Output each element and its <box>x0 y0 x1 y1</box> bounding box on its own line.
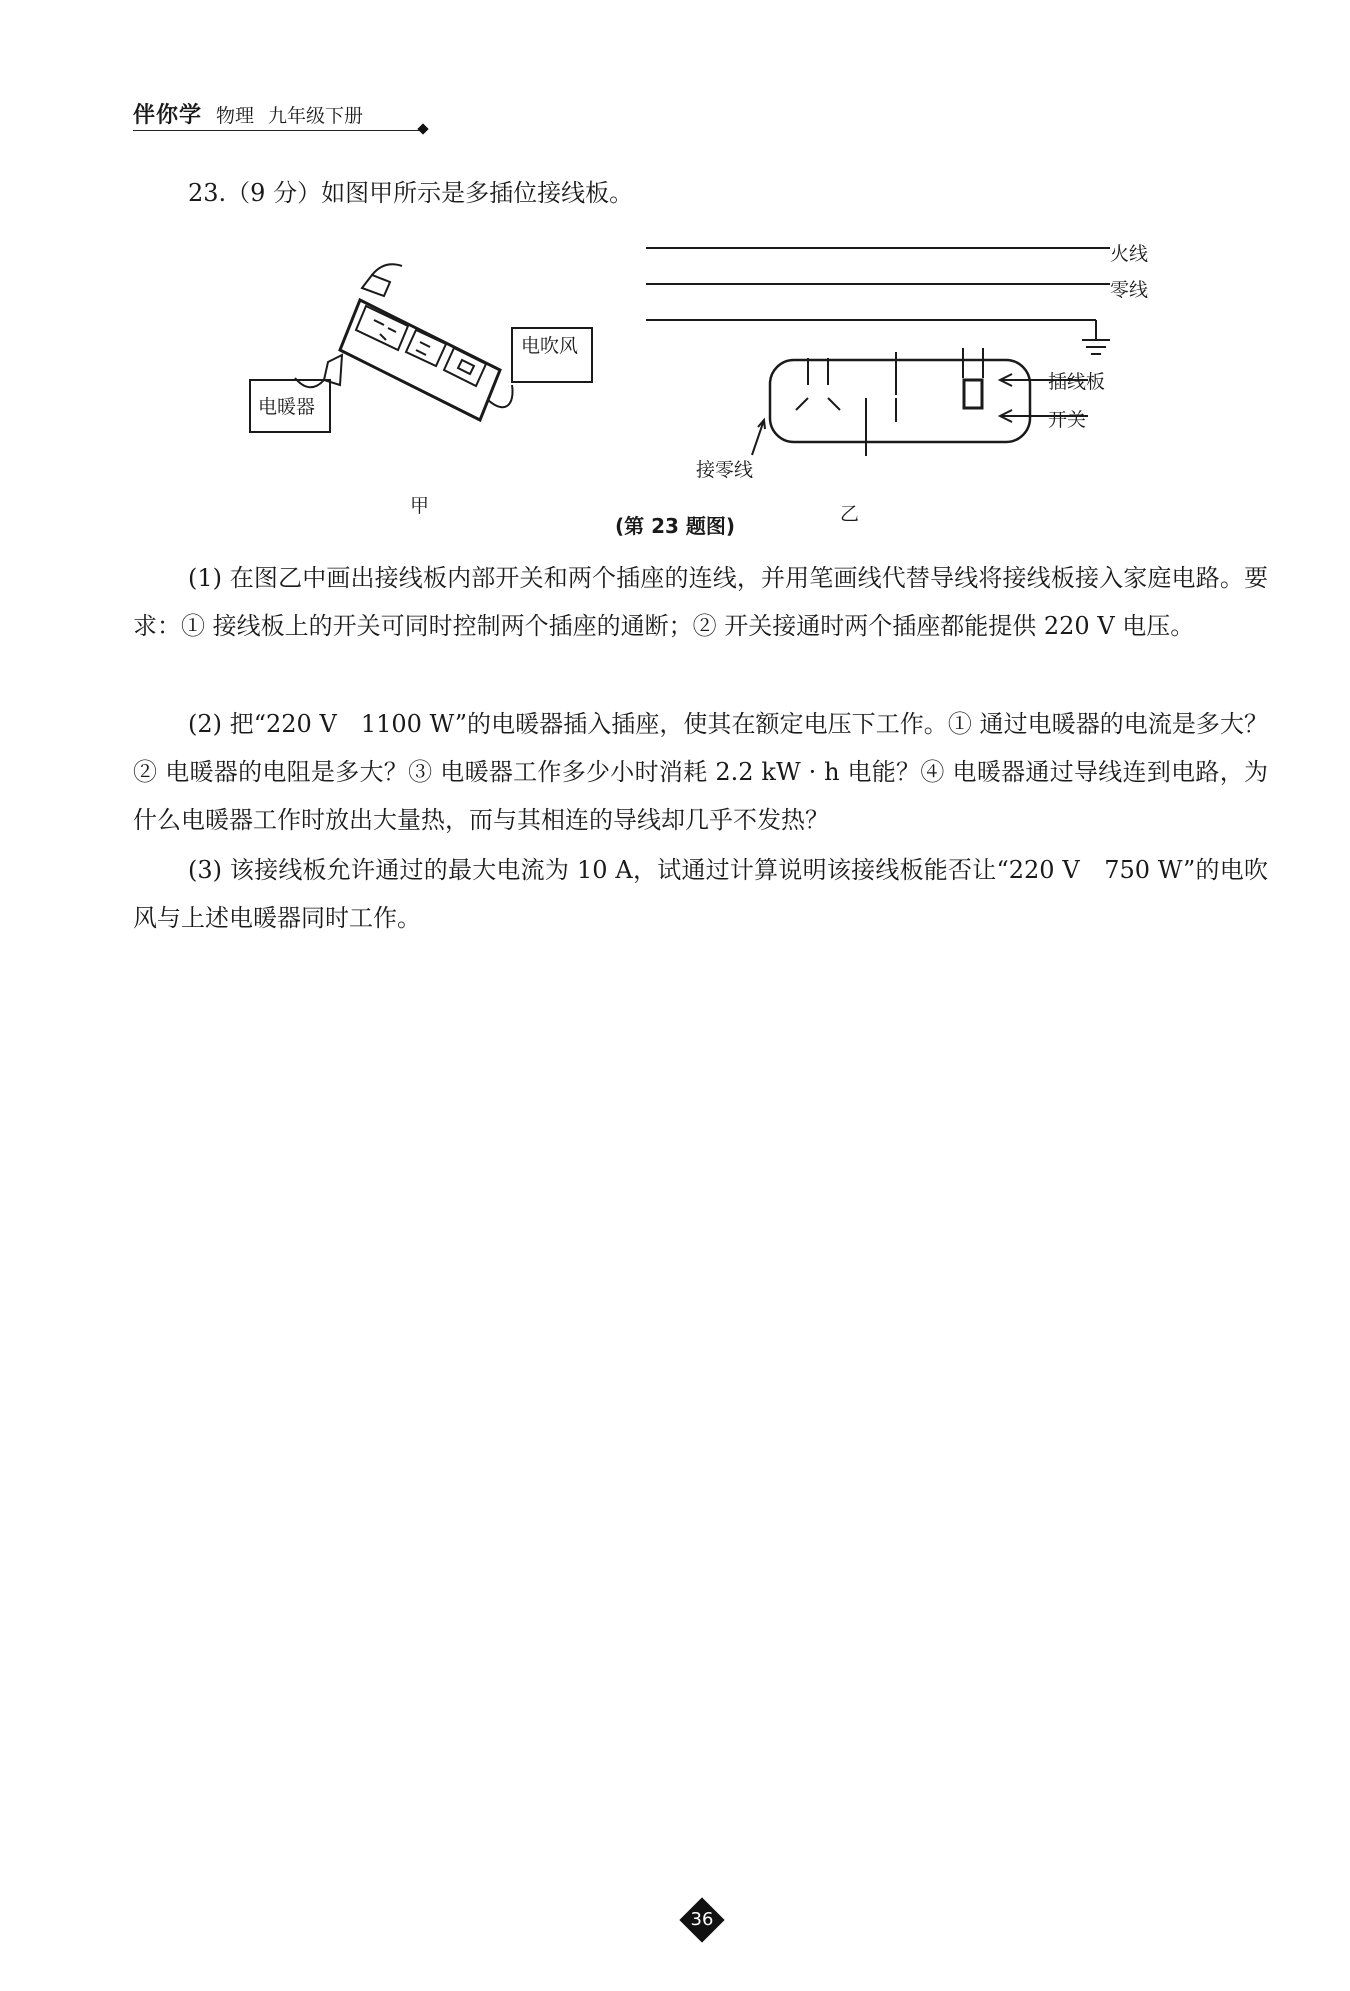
running-header <box>133 98 433 130</box>
question-part-1: (1) 在图乙中画出接线板内部开关和两个插座的连线，并用笔画线代替导线将接线板接入家庭电路。要求：① 接线板上的开关可同时控制两个插座的通断；② 开关接通时两个插座都能提供 220 V 电压。 <box>133 564 1268 640</box>
figure-yi-label: 乙 <box>840 503 860 525</box>
strip-label: 插线板 <box>1048 371 1106 393</box>
question-figure <box>230 230 1160 540</box>
ground-icon <box>1082 320 1110 354</box>
dryer-label: 电吹风 <box>521 335 579 357</box>
live-wire-label: 火线 <box>1110 243 1149 265</box>
book-grade: 九年级下册 <box>268 105 364 127</box>
heater-label: 电暖器 <box>258 396 316 418</box>
socket-1-slant <box>796 398 840 410</box>
figure-jia-label: 甲 <box>410 495 430 517</box>
socket-2-lower <box>866 398 896 456</box>
question-part-3: (3) 该接线板允许通过的最大电流为 10 A，试通过计算说明该接线板能否让“220 V 750 W”的电吹风与上述电暖器同时工作。 <box>133 856 1268 932</box>
book-subject: 物理 <box>216 105 255 127</box>
figure-caption: (第 23 题图) <box>614 514 736 538</box>
header-rule <box>133 130 423 131</box>
neutral-wire-label: 零线 <box>1110 279 1149 301</box>
page-number-badge <box>680 1898 724 1942</box>
switch-label: 开关 <box>1048 409 1087 431</box>
switch-pins <box>963 348 983 378</box>
book-brand: 伴你学 <box>133 103 203 128</box>
page-number: 36 <box>690 1909 714 1930</box>
power-strip-drawing <box>295 264 513 420</box>
socket-1-pins <box>808 358 828 385</box>
question-title: 23.（9 分）如图甲所示是多插位接线板。 <box>188 179 634 207</box>
header-diamond-icon <box>417 123 428 134</box>
switch-box <box>964 380 982 408</box>
question-part-2: (2) 把“220 V 1100 W”的电暖器插入插座，使其在额定电压下工作。① 通过电暖器的电流是多大？② 电暖器的电阻是多大？③ 电暖器工作多少小时消耗 2.2 kW · h 电能？④ 电暖器通过导线连到电路，为什么电暖器工作时放出大量热，而与其相连的导线却几乎不发热？ <box>133 710 1268 834</box>
neutral-connect-label: 接零线 <box>696 459 754 481</box>
neutral-connect-arrow <box>752 420 765 455</box>
